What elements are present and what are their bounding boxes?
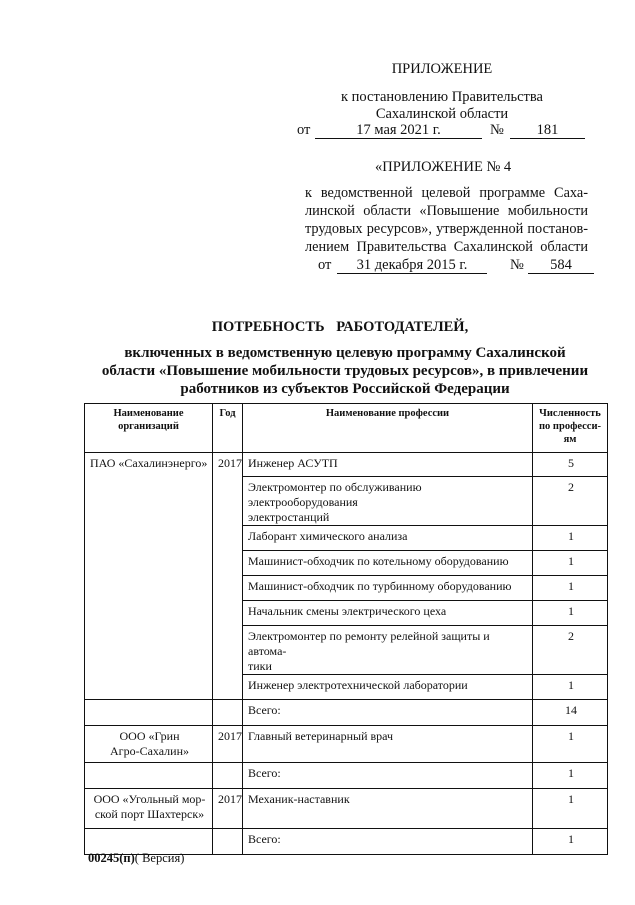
appendix4-text bbox=[305, 184, 588, 256]
appendix4-date-number-line bbox=[318, 257, 594, 274]
document-code: 00245(п) bbox=[88, 851, 135, 865]
appendix4-line: лением Правительства Сахалинской области bbox=[305, 239, 588, 255]
from-label: от bbox=[297, 122, 311, 138]
employer-demand-table bbox=[84, 403, 608, 855]
total-label: Всего: bbox=[243, 829, 533, 855]
empty-cell bbox=[213, 700, 243, 726]
profession-cell: Электромонтер по ремонту релейной защиты и автома- тики bbox=[243, 626, 533, 675]
subtitle-line: работников из субъектов Российской Федерации bbox=[180, 381, 510, 397]
organization-cell: ПАО «Сахалинэнерго» bbox=[85, 453, 213, 700]
profession-cell: Машинист-обходчик по турбинному оборудованию bbox=[243, 576, 533, 601]
count-cell: 1 bbox=[533, 576, 608, 601]
header-profession: Наименование профессии bbox=[243, 404, 533, 453]
table-header-row bbox=[85, 404, 608, 453]
program-resolution-number: 584 bbox=[528, 257, 594, 274]
total-count: 1 bbox=[533, 829, 608, 855]
program-resolution-date: 31 декабря 2015 г. bbox=[337, 257, 487, 274]
from-label: от bbox=[318, 257, 332, 273]
profession-cell: Главный ветеринарный врач bbox=[243, 726, 533, 763]
subtitle-line: области «Повышение мобильности трудовых ресурсов», в привлечении bbox=[101, 363, 589, 379]
count-cell: 1 bbox=[533, 601, 608, 626]
document-subtitle bbox=[60, 344, 630, 398]
total-label: Всего: bbox=[243, 700, 533, 726]
profession-cell: Инженер АСУТП bbox=[243, 453, 533, 477]
count-cell: 2 bbox=[533, 477, 608, 526]
year-cell: 2017 bbox=[213, 453, 243, 700]
appendix4-line: трудовых ресурсов», утвержденной постанов- bbox=[305, 221, 588, 237]
count-cell: 2 bbox=[533, 626, 608, 675]
header-count: Численность по професси- ям bbox=[533, 404, 608, 453]
appendix4-title: «ПРИЛОЖЕНИЕ № 4 bbox=[375, 159, 512, 175]
profession-cell: Инженер электротехнической лаборатории bbox=[243, 675, 533, 700]
table-row bbox=[85, 726, 608, 763]
count-cell: 1 bbox=[533, 675, 608, 700]
number-label: № bbox=[490, 122, 504, 138]
empty-cell bbox=[213, 829, 243, 855]
subtitle-line: включенных в ведомственную целевую программу Сахалинской bbox=[124, 345, 566, 361]
table-row bbox=[85, 453, 608, 477]
organization-cell: ООО «Угольный мор- ской порт Шахтерск» bbox=[85, 789, 213, 829]
year-cell: 2017 bbox=[213, 726, 243, 763]
appendix4-line: к ведомственной целевой программе Саха- bbox=[305, 185, 588, 201]
profession-cell: Начальник смены электрического цеха bbox=[243, 601, 533, 626]
empty-cell bbox=[85, 763, 213, 789]
year-cell: 2017 bbox=[213, 789, 243, 829]
document-version: ( Версия) bbox=[134, 851, 185, 865]
total-row bbox=[85, 763, 608, 789]
table-row bbox=[85, 789, 608, 829]
header-organization: Наименование организаций bbox=[85, 404, 213, 453]
document-title: ПОТРЕБНОСТЬ РАБОТОДАТЕЛЕЙ, bbox=[211, 319, 469, 335]
resolution-number: 181 bbox=[510, 122, 585, 139]
appendix-line-2: Сахалинской области bbox=[375, 106, 509, 122]
profession-cell: Электромонтер по обслуживанию электрооборудования электростанций bbox=[243, 477, 533, 526]
profession-cell: Машинист-обходчик по котельному оборудованию bbox=[243, 551, 533, 576]
number-label: № bbox=[510, 257, 524, 273]
total-count: 1 bbox=[533, 763, 608, 789]
organization-cell: ООО «Грин Агро-Сахалин» bbox=[85, 726, 213, 763]
empty-cell bbox=[213, 763, 243, 789]
count-cell: 1 bbox=[533, 526, 608, 551]
total-count: 14 bbox=[533, 700, 608, 726]
empty-cell bbox=[85, 700, 213, 726]
appendix4-line: линской области «Повышение мобильности bbox=[305, 203, 588, 219]
count-cell: 5 bbox=[533, 453, 608, 477]
count-cell: 1 bbox=[533, 726, 608, 763]
count-cell: 1 bbox=[533, 551, 608, 576]
appendix-date-number-line bbox=[297, 122, 585, 139]
profession-cell: Лаборант химического анализа bbox=[243, 526, 533, 551]
header-year: Год bbox=[213, 404, 243, 453]
appendix-line-1: к постановлению Правительства bbox=[341, 89, 543, 105]
profession-cell: Механик-наставник bbox=[243, 789, 533, 829]
resolution-date: 17 мая 2021 г. bbox=[315, 122, 482, 139]
count-cell: 1 bbox=[533, 789, 608, 829]
total-label: Всего: bbox=[243, 763, 533, 789]
document-footer bbox=[88, 850, 184, 866]
appendix-title: ПРИЛОЖЕНИЕ bbox=[391, 61, 493, 77]
total-row bbox=[85, 700, 608, 726]
